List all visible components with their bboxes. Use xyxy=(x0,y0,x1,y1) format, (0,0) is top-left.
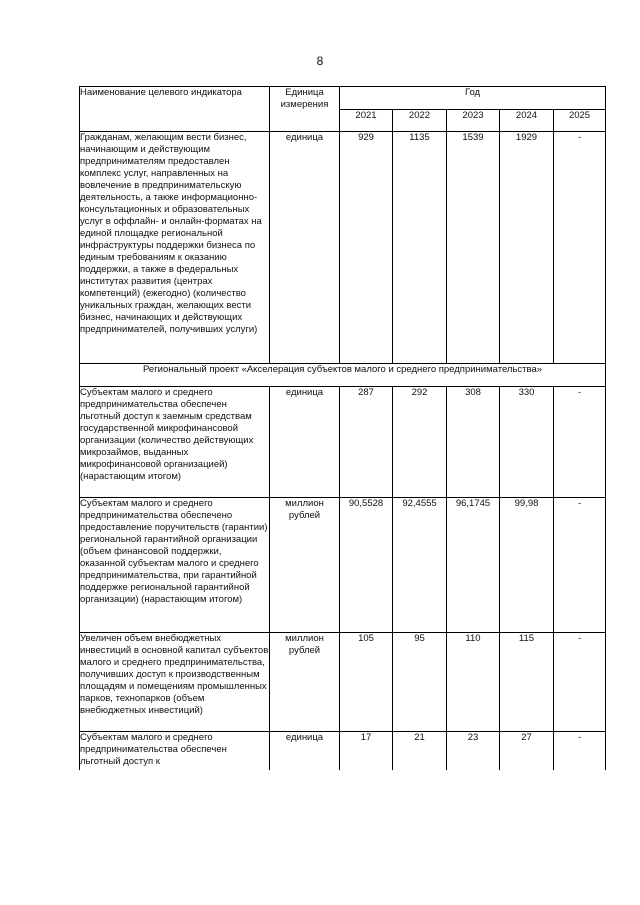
unit-cell: миллион рублей xyxy=(270,498,340,633)
value-2023-cell: 1539 xyxy=(447,132,500,364)
value-2022-cell: 1135 xyxy=(393,132,447,364)
value-2023-cell: 110 xyxy=(447,633,500,732)
unit-cell: единица xyxy=(270,387,340,498)
indicator-name-cell: Субъектам малого и среднего предпринимательства обеспечен льготный доступ к xyxy=(80,732,270,771)
indicator-name-cell: Субъектам малого и среднего предпринимательства обеспечен льготный доступ к заемным средствам государственной микрофинансовой организации (количество действующих микрозаймов, выданных микрофинансовой организацией) (нарастающим итогом) xyxy=(80,387,270,498)
value-2025-cell: - xyxy=(554,498,606,633)
value-2021-cell: 929 xyxy=(340,132,393,364)
indicator-name-cell: Субъектам малого и среднего предпринимательства обеспечено предоставление поручительств (гарантии) региональной гарантийной организации (объем финансовой поддержки, оказанной субъектам малого и среднего предпринимательства, при гарантийной поддержке региональной гарантийной организации) (нарастающим итогом) xyxy=(80,498,270,633)
table-row xyxy=(80,132,606,364)
header-year-group: Год xyxy=(340,87,606,110)
value-2021-cell: 287 xyxy=(340,387,393,498)
header-year-2023: 2023 xyxy=(447,109,500,132)
value-2024-cell: 1929 xyxy=(500,132,554,364)
indicator-name-cell: Увеличен объем внебюджетных инвестиций в основной капитал субъектов малого и среднего предпринимательства, получивших доступ к производственным площадям и помещениям промышленных парков, технопарков (объем внебюджетных инвестиций) xyxy=(80,633,270,732)
value-2021-cell: 105 xyxy=(340,633,393,732)
value-2023-cell: 308 xyxy=(447,387,500,498)
value-2022-cell: 92,4555 xyxy=(393,498,447,633)
value-2022-cell: 292 xyxy=(393,387,447,498)
header-indicator-name: Наименование целевого индикатора xyxy=(80,87,270,132)
value-2021-cell: 90,5528 xyxy=(340,498,393,633)
page-number: 8 xyxy=(316,54,324,68)
value-2022-cell: 21 xyxy=(393,732,447,771)
value-2025-cell: - xyxy=(554,132,606,364)
value-2024-cell: 27 xyxy=(500,732,554,771)
table-row xyxy=(80,732,606,771)
value-2025-cell: - xyxy=(554,387,606,498)
value-2022-cell: 95 xyxy=(393,633,447,732)
value-2023-cell: 23 xyxy=(447,732,500,771)
table-row xyxy=(80,633,606,732)
value-2024-cell: 330 xyxy=(500,387,554,498)
value-2023-cell: 96,1745 xyxy=(447,498,500,633)
unit-cell: миллион рублей xyxy=(270,633,340,732)
header-year-2022: 2022 xyxy=(393,109,447,132)
value-2021-cell: 17 xyxy=(340,732,393,771)
value-2025-cell: - xyxy=(554,633,606,732)
header-year-2024: 2024 xyxy=(500,109,554,132)
header-row xyxy=(80,87,606,110)
unit-cell: единица xyxy=(270,132,340,364)
project-row xyxy=(80,364,606,387)
regional-project-title: Региональный проект «Акселерация субъектов малого и среднего предпринимательства» xyxy=(80,364,606,387)
unit-cell: единица xyxy=(270,732,340,771)
table-row xyxy=(80,498,606,633)
header-year-2021: 2021 xyxy=(340,109,393,132)
value-2025-cell: - xyxy=(554,732,606,771)
indicator-name-cell: Гражданам, желающим вести бизнес, начинающим и действующим предпринимателям предоставлен комплекс услуг, направленных на вовлечение в предпринимательскую деятельность, а также информационно-консультационных и образовательных услуг в оффлайн- и онлайн-форматах на единой площадке региональной инфраструктуры поддержки бизнеса по единым требованиям к оказанию поддержки, а также в федеральных институтах развития (центрах компетенций) (ежегодно) (количество уникальных граждан, желающих вести бизнес, начинающих и действующих предпринимателей, получивших услуги) xyxy=(80,132,270,364)
header-year-2025: 2025 xyxy=(554,109,606,132)
value-2024-cell: 99,98 xyxy=(500,498,554,633)
header-unit: Единица измерения xyxy=(270,87,340,132)
value-2024-cell: 115 xyxy=(500,633,554,732)
target-indicators-table xyxy=(79,86,606,770)
table-row xyxy=(80,387,606,498)
